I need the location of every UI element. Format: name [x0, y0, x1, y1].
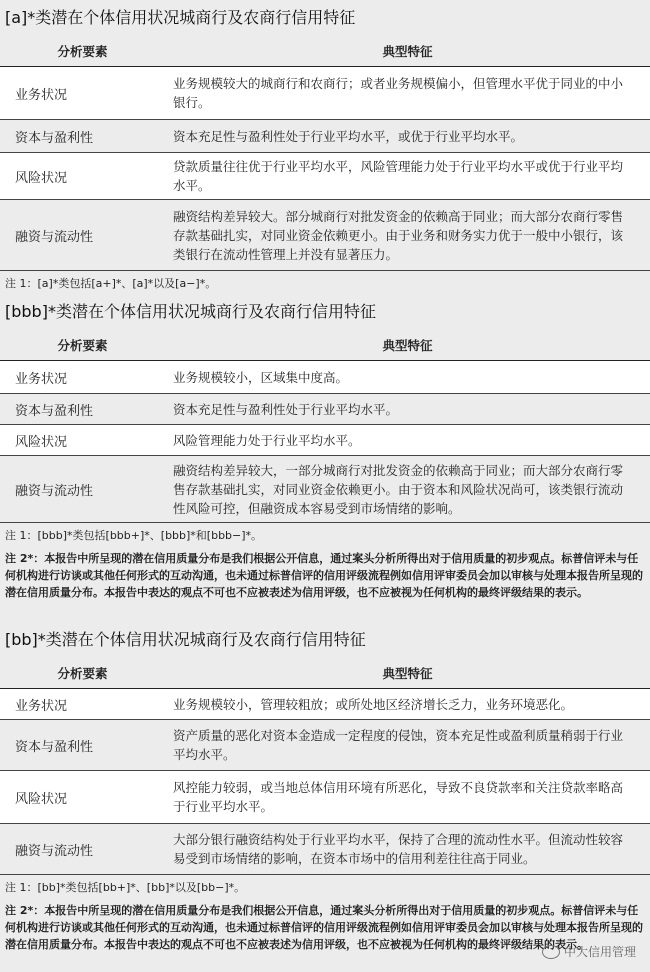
table-row	[0, 689, 650, 720]
table-row	[0, 456, 650, 523]
row-desc: 业务规模较小，管理较粗放；或所处地区经济增长乏力，业务环境恶化。	[173, 696, 574, 712]
row-factor: 融资与流动性	[15, 229, 94, 245]
row-factor: 资本与盈利性	[15, 739, 94, 755]
row-desc: 资本充足性与盈利性处于行业平均水平，或优于行业平均水平。	[173, 128, 524, 144]
table-row	[0, 824, 650, 875]
wechat-icon	[542, 945, 560, 959]
note-1: 注 1：[bbb]*类包括[bbb+]*、[bbb]*和[bbb−]*。	[5, 529, 263, 542]
table-row	[0, 425, 650, 456]
note-2: 注 2*：本报告中所呈现的潜在信用质量分布是我们根据公开信息，通过案头分析所得出对于信用质量的初步观点。标普信评未与任何机构进行访谈或其他任何形式的互动沟通，也未通过标普信评的信用评级流程例如信用评审委员会加以审核与处理本报告所呈现的潜在信用质量分布。本报告中表达的观点不可也不应被表述为信用评级，也不应被视为任何机构的最终评级结果的表示。	[5, 552, 643, 599]
row-desc: 融资结构差异较大，一部分城商行对批发资金的依赖高于同业；而大部分农商行零售存款基础扎实，对同业资金依赖更小。由于资本和风险状况尚可，该类银行流动性风险可控，但融资成本容易受到市场情绪的影响。	[173, 462, 624, 516]
header-feature: 典型特征	[382, 338, 433, 353]
section-title: [bb]*类潜在个体信用状况城商行及农商行信用特征	[5, 630, 366, 649]
row-factor: 业务状况	[15, 698, 68, 714]
header-factor: 分析要素	[57, 666, 108, 681]
row-factor: 风险状况	[15, 791, 68, 807]
row-factor: 业务状况	[15, 87, 68, 103]
row-desc: 融资结构差异较大。部分城商行对批发资金的依赖高于同业；而大部分农商行零售存款基础扎实，对同业资金依赖更小。由于业务和财务实力优于一般中小银行，该类银行在流动性管理上并没有显著压力。	[173, 208, 624, 262]
section-a	[0, 0, 650, 294]
row-desc: 大部分银行融资结构处于行业平均水平，保持了合理的流动性水平。但流动性较容易受到市场情绪的影响，在资本市场中的信用利差往往高于同业。	[173, 832, 624, 866]
section-bbb	[0, 294, 650, 603]
row-desc: 资产质量的恶化对资本金造成一定程度的侵蚀，资本充足性或盈利质量稍弱于行业平均水平。	[173, 728, 624, 762]
row-factor: 资本与盈利性	[15, 130, 94, 146]
row-factor: 业务状况	[15, 371, 68, 387]
row-factor: 资本与盈利性	[15, 403, 94, 419]
table-header	[0, 658, 650, 689]
header-feature: 典型特征	[382, 666, 433, 681]
note-2: 注 2*：本报告中所呈现的潜在信用质量分布是我们根据公开信息，通过案头分析所得出对于信用质量的初步观点。标普信评未与任何机构进行访谈或其他任何形式的互动沟通，也未通过标普信评的信用评级流程例如信用评审委员会加以审核与处理本报告所呈现的潜在信用质量分布。本报告中表达的观点不可也不应被表述为信用评级，也不应被视为任何机构的最终评级结果的表示。	[5, 904, 643, 951]
table-row	[0, 771, 650, 824]
section-title: [bbb]*类潜在个体信用状况城商行及农商行信用特征	[5, 302, 376, 321]
table	[0, 658, 650, 875]
row-factor: 风险状况	[15, 434, 68, 450]
row-desc: 贷款质量往往优于行业平均水平，风险管理能力处于行业平均水平或优于行业平均水平。	[173, 159, 624, 193]
table-row	[0, 200, 650, 271]
note-1: 注 1：[bb]*类包括[bb+]*、[bb]*以及[bb−]*。	[5, 881, 246, 894]
row-desc: 风险管理能力处于行业平均水平。	[173, 432, 361, 448]
header-feature: 典型特征	[382, 44, 433, 59]
watermark-text: 中大信用管理	[563, 945, 636, 959]
row-desc: 业务规模较小，区域集中度高。	[173, 369, 349, 385]
row-factor: 融资与流动性	[15, 483, 94, 499]
table-row	[0, 67, 650, 120]
note-1: 注 1：[a]*类包括[a+]*、[a]*以及[a−]*。	[5, 277, 217, 290]
row-factor: 融资与流动性	[15, 843, 94, 859]
table	[0, 36, 650, 271]
table	[0, 330, 650, 523]
table-header	[0, 36, 650, 67]
table-header	[0, 330, 650, 361]
row-factor: 风险状况	[15, 170, 68, 186]
table-row	[0, 720, 650, 771]
table-row	[0, 153, 650, 200]
table-row	[0, 120, 650, 153]
row-desc: 业务规模较大的城商行和农商行；或者业务规模偏小，但管理水平优于同业的中小银行。	[173, 76, 624, 110]
row-desc: 资本充足性与盈利性处于行业平均水平。	[173, 401, 399, 417]
section-title: [a]*类潜在个体信用状况城商行及农商行信用特征	[5, 8, 356, 27]
table-row	[0, 361, 650, 394]
header-factor: 分析要素	[57, 338, 108, 353]
section-bb	[0, 622, 650, 955]
header-factor: 分析要素	[57, 44, 108, 59]
row-desc: 风控能力较弱，或当地总体信用环境有所恶化，导致不良贷款率和关注贷款率略高于行业平均水平。	[173, 780, 624, 814]
table-row	[0, 394, 650, 425]
watermark	[542, 943, 636, 960]
